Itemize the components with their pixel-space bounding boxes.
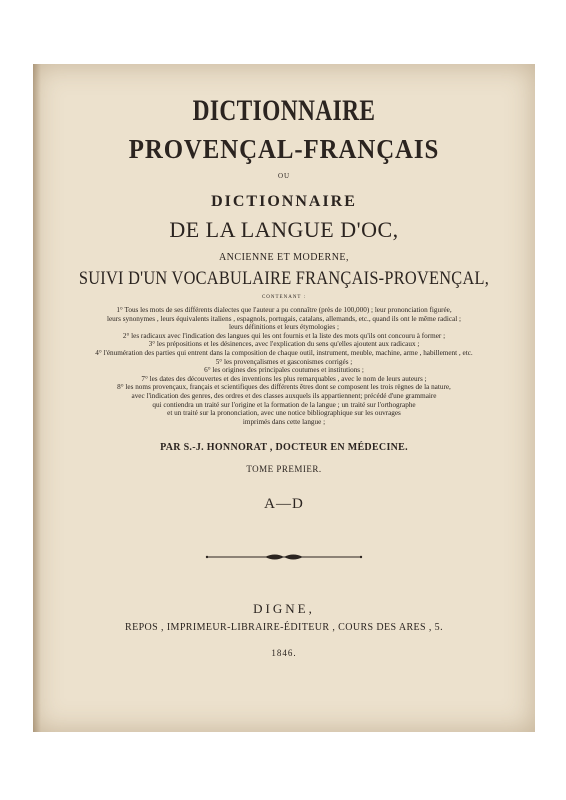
contents-line: 4° l'énumération des parties qui entrent dans la composition de chaque outil, instrument, meuble, machine, arme , habillement , etc. bbox=[95, 348, 473, 357]
contents-line: leurs synonymes , leurs équivalents italiens , espagnols, portugais, catalans, allemands, etc., quand ils ont le même radical ; bbox=[106, 314, 462, 323]
subtitle-langue-doc: DE LA LANGUE D'OC, bbox=[169, 217, 399, 242]
title-ou: OU bbox=[277, 172, 291, 180]
subtitle-vocabulaire: SUIVI D'UN VOCABULAIRE FRANÇAIS-PROVENÇAL, bbox=[78, 268, 490, 289]
title-page bbox=[33, 64, 535, 732]
volume-letters: A—D bbox=[264, 496, 304, 512]
imprint-printer: REPOS , IMPRIMEUR-LIBRAIRE-ÉDITEUR , COURS DES ARES , 5. bbox=[125, 622, 443, 633]
contents-line: et un traité sur la prononciation, avec une notice bibliographique sur les ouvrages bbox=[167, 409, 401, 418]
contents-line: 7° les dates des découvertes et des inventions les plus remarquables , avec le nom de leurs auteurs ; bbox=[141, 374, 427, 383]
imprint-year: 1846. bbox=[271, 648, 297, 658]
contents-line: 6° les origines des principales coutumes et institutions ; bbox=[204, 366, 364, 375]
contents-heading: CONTENANT : bbox=[261, 295, 307, 300]
contents-line: avec l'indication des genres, des ordres et des classes auxquels ils appartiennent; précédé d'une grammaire bbox=[131, 391, 437, 400]
contents-line: 3° les prépositions et les désinences, avec l'explication du sens qu'elles ajoutent aux radicaux ; bbox=[148, 340, 420, 349]
title-provencal-francais: PROVENÇAL-FRANÇAIS bbox=[128, 134, 440, 164]
tome-label: TOME PREMIER. bbox=[246, 464, 322, 474]
contents-line: 1° Tous les mots de ses différents dialectes que l'auteur a pu connaître (près de 100,000) ; leur prononciation figurée, bbox=[116, 306, 452, 314]
ornamental-rule-icon bbox=[205, 552, 363, 562]
contents-line: imprimés dans cette langue ; bbox=[242, 417, 326, 426]
subtitle-dictionnaire: DICTIONNAIRE bbox=[211, 193, 357, 210]
contents-line: qui contiendra un traité sur l'origine et la formation de la langue ; un traité sur l'orthographe bbox=[152, 400, 416, 409]
contents-description bbox=[73, 306, 495, 426]
contents-line: 5° les provençalismes et gasconismes corrigés ; bbox=[215, 357, 353, 366]
author-line: PAR S.-J. HONNORAT , DOCTEUR EN MÉDECINE. bbox=[160, 442, 408, 453]
contents-line: 8° les noms provençaux, français et scientifiques des différents êtres dont se composent les trois règnes de la nature, bbox=[117, 383, 451, 392]
imprint-place: DIGNE, bbox=[253, 601, 315, 616]
subtitle-ancienne-moderne: ANCIENNE ET MODERNE, bbox=[218, 252, 350, 263]
contents-line: 2° les radicaux avec l'indication des langues qui les ont fournis et la liste des mots qu'ils ont concouru à former ; bbox=[122, 331, 446, 340]
title-dictionnaire: DICTIONNAIRE bbox=[192, 94, 376, 127]
contents-line: leurs définitions et leurs étymologies ; bbox=[229, 323, 339, 332]
